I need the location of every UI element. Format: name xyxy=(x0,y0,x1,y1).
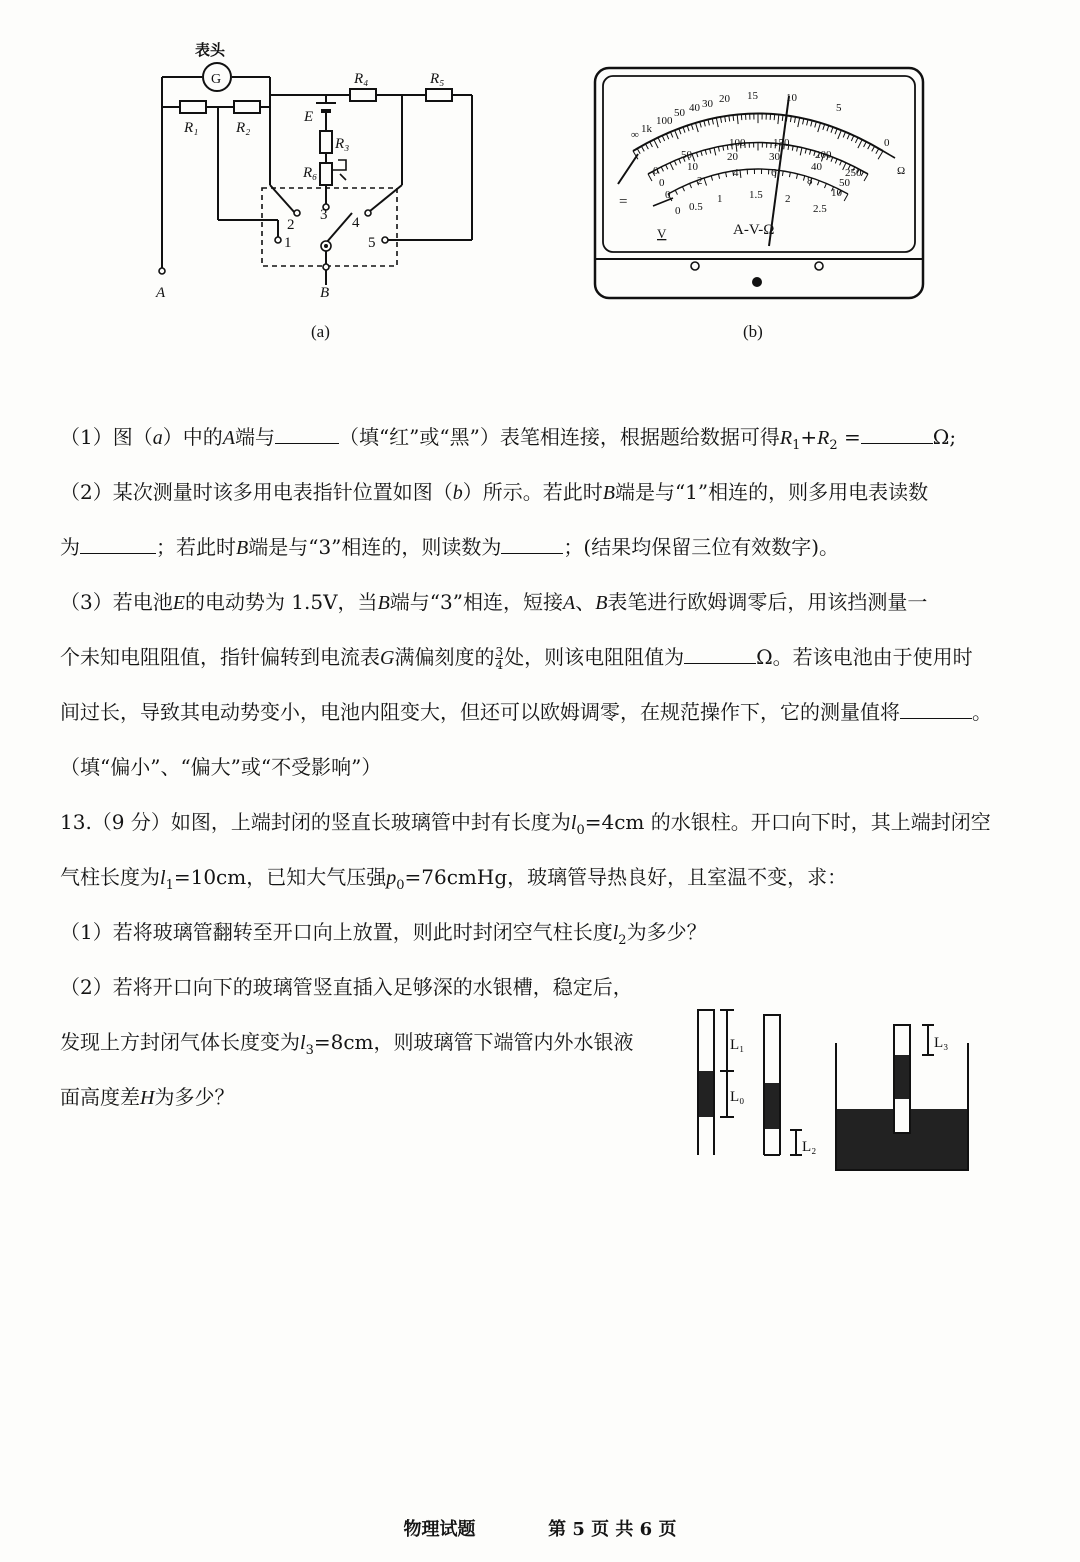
mercury-column-2 xyxy=(765,1083,779,1129)
footer-page-number: 第 5 页 共 6 页 xyxy=(548,1519,677,1540)
svg-text:50: 50 xyxy=(681,149,692,161)
svg-text:2: 2 xyxy=(287,217,295,233)
ohm-label-20: 20 xyxy=(719,93,730,105)
svg-text:5: 5 xyxy=(368,235,376,251)
svg-text:R₁: R₁ xyxy=(184,120,199,136)
answer-blank[interactable] xyxy=(501,533,563,554)
footer-subject: 物理试题 xyxy=(403,1519,476,1540)
resistor-r6 xyxy=(320,163,332,185)
resistor-r3 xyxy=(320,131,332,153)
terminal-1 xyxy=(275,237,281,243)
q13-part2-line3: 面高度差H为多少？ xyxy=(60,1085,235,1109)
svg-text:R₂: R₂ xyxy=(236,120,251,136)
terminal-5 xyxy=(382,237,388,243)
mercury-column-1 xyxy=(699,1071,713,1117)
svg-text:1.5: 1.5 xyxy=(749,189,763,201)
figure-a-caption: (a) xyxy=(311,322,330,341)
circuit-diagram xyxy=(140,35,490,315)
svg-text:10: 10 xyxy=(831,187,842,199)
fraction-three-quarters: $\frac{3}{4}$ xyxy=(495,645,504,672)
label-l0: L₀ xyxy=(730,1089,745,1105)
ohm-unit: Ω xyxy=(897,165,906,177)
svg-text:1: 1 xyxy=(284,235,292,251)
svg-text:R₄: R₄ xyxy=(354,71,369,87)
ohm-label-30: 30 xyxy=(702,98,713,110)
q12-part3-line4: （填“偏小”、“偏大”或“不受影响”） xyxy=(60,755,382,779)
page-footer xyxy=(0,1515,1080,1541)
answer-blank[interactable] xyxy=(275,423,339,444)
svg-text:A: A xyxy=(156,285,166,301)
q13-stem-line2: 气柱长度为$l_1=10cm$，已知大气压强$p_0=76cmHg$，玻璃管导热良好，且室温不变，求： xyxy=(60,865,848,893)
svg-text:R₆: R₆ xyxy=(303,165,318,181)
scale-tick xyxy=(782,115,783,121)
q12-part2-line1: （2）某次测量时该多用电表指针位置如图（b）所示。若此时B端是与“1”相连的，则多用电表读数 xyxy=(60,480,929,504)
svg-text:30: 30 xyxy=(769,151,780,163)
svg-text:6: 6 xyxy=(771,167,777,179)
svg-text:2: 2 xyxy=(697,175,703,187)
svg-text:3: 3 xyxy=(320,207,328,223)
resistor-r2 xyxy=(234,101,260,113)
dc-symbol: = xyxy=(619,194,628,210)
svg-text:100: 100 xyxy=(729,137,746,149)
svg-text:200: 200 xyxy=(815,149,832,161)
ohm-label-100: 100 xyxy=(656,115,673,127)
resistor-r5 xyxy=(426,89,452,101)
ac-symbol: V xyxy=(657,226,667,241)
svg-text:R₅: R₅ xyxy=(430,71,445,87)
ohm-label-1k: 1k xyxy=(641,123,652,135)
meter-label: A-V-Ω xyxy=(733,222,775,238)
svg-text:0.5: 0.5 xyxy=(689,201,703,213)
svg-text:E: E xyxy=(304,109,314,125)
svg-text:B: B xyxy=(320,285,330,301)
meter-face xyxy=(593,66,925,302)
svg-text:0: 0 xyxy=(659,177,665,189)
label-l2: L₂ xyxy=(802,1139,817,1155)
resistor-r1 xyxy=(180,101,206,113)
terminal-b xyxy=(323,264,329,270)
answer-blank[interactable] xyxy=(684,643,756,664)
q13-stem-line1: 13.（9 分）如图，上端封闭的竖直长玻璃管中封有长度为$l_0=4cm$ 的水银柱。开口向下时，其上端封闭空 xyxy=(60,810,991,838)
svg-text:4: 4 xyxy=(352,215,360,231)
q12-part2-line2: 为 ；若此时B端是与“3”相连的，则读数为 ；(结果均保留三位有效数字)。 xyxy=(60,535,840,559)
figure-b-caption: (b) xyxy=(743,322,763,341)
svg-text:2.5: 2.5 xyxy=(813,203,827,215)
q12-part3-line3: 间过长，导致其电动势变小，电池内阻变大，但还可以欧姆调零，在规范操作下，它的测量值将 。 xyxy=(60,700,992,724)
tube-diagram xyxy=(690,1005,980,1180)
svg-text:0: 0 xyxy=(675,205,681,217)
svg-text:20: 20 xyxy=(727,151,738,163)
ohm-label-10: 10 xyxy=(786,92,797,104)
ohm-label-50: 50 xyxy=(674,107,685,119)
scale-tick xyxy=(733,115,734,121)
terminal-a xyxy=(159,268,165,274)
terminal-2 xyxy=(294,210,300,216)
resistor-r4 xyxy=(350,89,376,101)
ohm-label-inf: ∞ xyxy=(631,129,639,141)
svg-text:G: G xyxy=(211,72,222,87)
ohm-label-5: 5 xyxy=(836,102,842,114)
adjust-knob-icon xyxy=(752,277,762,287)
q13-part2-line2: 发现上方封闭气体长度变为$l_3=8cm$，则玻璃管下端管内外水银液 xyxy=(60,1030,634,1058)
meter-head-label: 表头 xyxy=(195,43,226,59)
q12-part3-line1: （3）若电池E的电动势为 1.5V，当B端与“3”相连，短接A、B表笔进行欧姆调零后，用该挡测量一 xyxy=(60,590,928,614)
svg-text:R₃: R₃ xyxy=(335,136,350,152)
q13-part1: （1）若将玻璃管翻转至开口向上放置，则此时封闭空气柱长度$l_2$为多少？ xyxy=(60,920,707,948)
ohm-label-40: 40 xyxy=(689,102,700,114)
terminal-4 xyxy=(365,210,371,216)
svg-text:0: 0 xyxy=(665,189,671,201)
q13-part2-line1: （2）若将开口向下的玻璃管竖直插入足够深的水银槽，稳定后， xyxy=(60,975,633,999)
ohm-label-0: 0 xyxy=(884,137,890,149)
q12-part1: （1）图（a）中的A端与 （填“红”或“黑”）表笔相连接，根据题给数据可得$R_1+R_2 = \Omega$; xyxy=(60,425,957,453)
svg-text:40: 40 xyxy=(811,161,822,173)
svg-text:4: 4 xyxy=(733,167,739,179)
svg-text:1: 1 xyxy=(717,193,723,205)
svg-text:150: 150 xyxy=(773,137,790,149)
svg-text:0: 0 xyxy=(653,165,659,177)
svg-text:50: 50 xyxy=(839,177,850,189)
label-l1: L₁ xyxy=(730,1037,745,1053)
svg-text:10: 10 xyxy=(687,161,698,173)
ohm-label-15: 15 xyxy=(747,90,758,102)
answer-blank[interactable] xyxy=(900,698,972,719)
q12-part3-line2: 个未知电阻阻值，指针偏转到电流表G满偏刻度的 $\frac{3}{4}$ 处，则该电阻阻值为 Ω。若该电池由于使用时 xyxy=(60,645,973,672)
svg-text:8: 8 xyxy=(807,175,813,187)
label-l3: L₃ xyxy=(934,1035,949,1051)
answer-blank[interactable] xyxy=(80,533,156,554)
svg-text:2: 2 xyxy=(785,193,791,205)
answer-blank[interactable] xyxy=(861,423,933,444)
svg-text:250: 250 xyxy=(845,167,862,179)
